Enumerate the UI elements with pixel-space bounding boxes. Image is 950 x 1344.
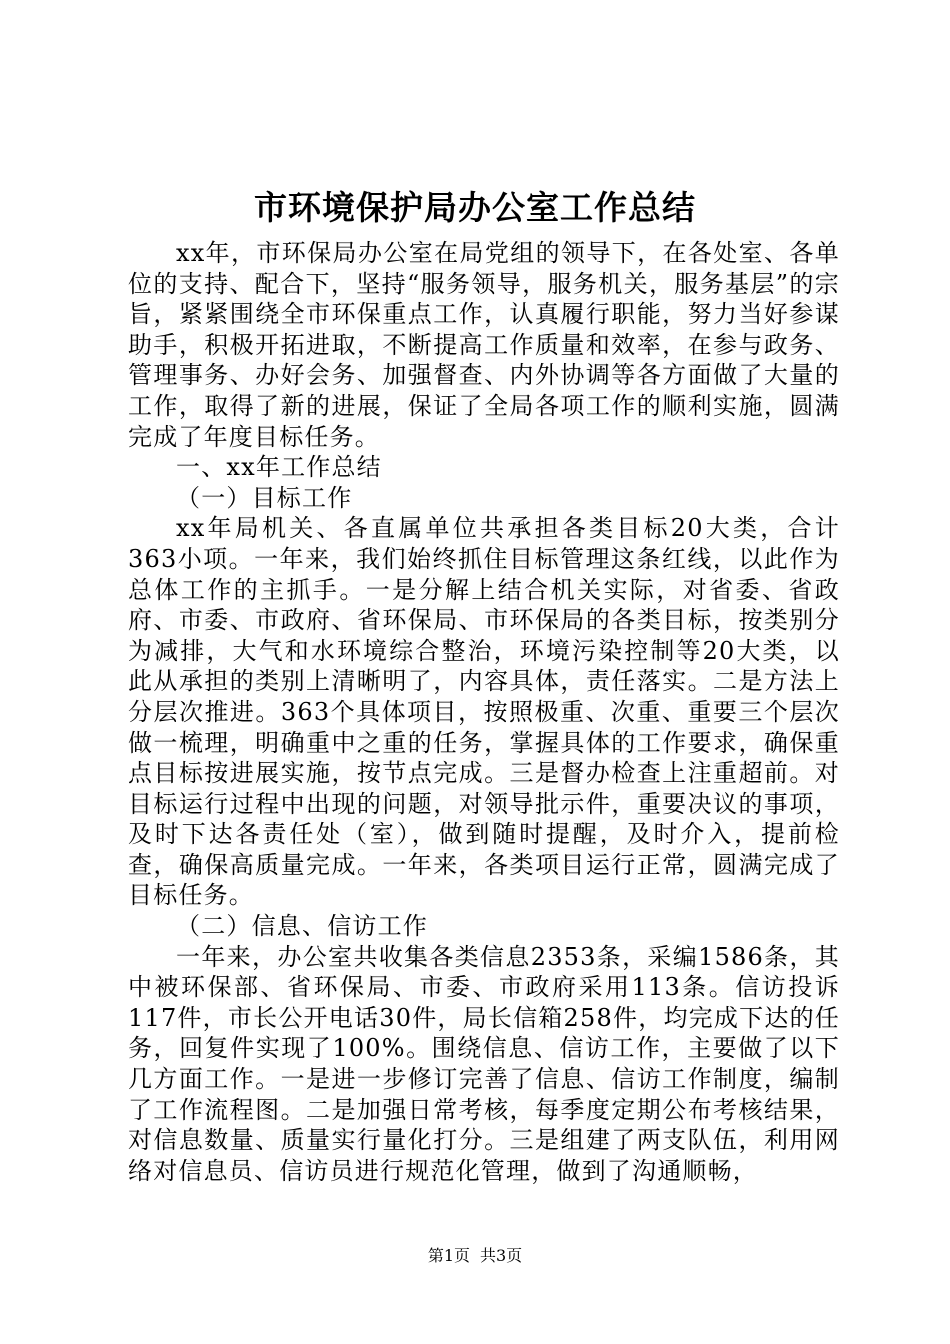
page-total: 共3页 [480,1246,523,1265]
body-paragraph: 一年来，办公室共收集各类信息2353条，采编1586条，其中被环保部、省环保局、市委、市政府采用113条。信访投诉117件，市长公开电话30件，局长信箱258件，均完成下达的任务，回复件实现了100%。围绕信息、信访工作，主要做了以下几方面工作。一是进一步修订完善了信息、信访工作制度，编制了工作流程图。二是加强日常考核，每季度定期公布考核结果，对信息数量、质量实行量化打分。三是组建了两支队伍，利用网络对信息员、信访员进行规范化管理，做到了沟通顺畅， [128,942,840,1185]
section-heading: 一、xx年工作总结 [176,453,382,482]
subsection-heading: （二）信息、信访工作 [176,912,428,941]
page-number: 第1页 [427,1246,470,1265]
page-footer [0,1244,950,1268]
subsection-heading: （一）目标工作 [176,483,353,512]
body-paragraph: xx年局机关、各直属单位共承担各类目标20大类，合计363小项。一年来，我们始终抓住目标管理这条红线，以此作为总体工作的主抓手。一是分解上结合机关实际，对省委、省政府、市委、市政府、省环保局、市环保局的各类目标，按类别分为减排，大气和水环境综合整治，环境污染控制等20大类，以此从承担的类别上清晰明了，内容具体，责任落实。二是方法上分层次推进。363个具体项目，按照极重、次重、重要三个层次做一梳理，明确重中之重的任务，掌握具体的工作要求，确保重点目标按进展实施，按节点完成。三是督办检查上注重超前。对目标运行过程中出现的问题，对领导批示件，重要决议的事项，及时下达各责任处（室），做到随时提醒，及时介入，提前检查，确保高质量完成。一年来，各类项目运行正常，圆满完成了目标任务。 [128,514,840,910]
page-title: 市环境保护局办公室工作总结 [254,188,696,227]
intro-paragraph: xx年，市环保局办公室在局党组的领导下，在各处室、各单位的支持、配合下，坚持“服务领导，服务机关，服务基层”的宗旨，紧紧围绕全市环保重点工作，认真履行职能，努力当好参谋助手，积极开拓进取，不断提高工作质量和效率，在参与政务、管理事务、办好会务、加强督查、内外协调等各方面做了大量的工作，取得了新的进展，保证了全局各项工作的顺利实施，圆满完成了年度目标任务。 [128,239,840,451]
document-body [128,238,840,1186]
